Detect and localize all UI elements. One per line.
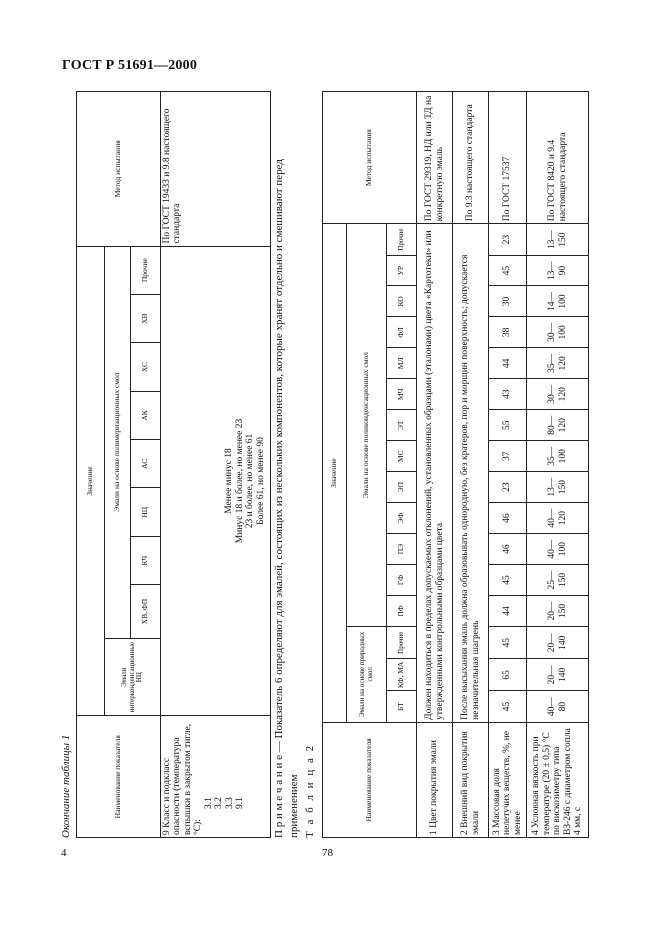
landscape-page	[58, 88, 618, 838]
t2-col-gf: ГФ	[387, 565, 417, 596]
t2-col-ef: ЭФ	[387, 503, 417, 534]
t1-row9-title: 9 Класс и подкласс опасности (температура вспышки в закрытом тигле, °С):	[162, 723, 204, 835]
t2-col-pe: ПЭ	[387, 534, 417, 565]
t2-row3-cell: 37	[489, 441, 527, 472]
t1-row9-sub: 3.3	[224, 797, 235, 809]
t2-row4-cell: 13—90	[527, 255, 589, 286]
table-row	[527, 92, 589, 838]
t1-row9-value: Менее минус 18	[224, 448, 235, 514]
t2-col-polycond-other: Прочие	[387, 224, 417, 256]
table1-continuation: Окончание таблицы 1	[60, 734, 72, 838]
t2-col-name: Наименование показателя	[323, 722, 417, 837]
t1-col-7: Прочие	[131, 246, 161, 294]
t2-col-ur: УР	[387, 255, 417, 286]
table-row	[453, 92, 489, 838]
t1-col-6: ХВ	[131, 294, 161, 342]
table1-note: П р и м е ч а н и е — Показатель 6 определяют для эмалей, состоящих из нескольких компонентов, которые хранят отдельно и смешивают перед применением	[273, 159, 300, 838]
t2-col-kf: КФ, МА	[387, 659, 417, 691]
t2-row3-cell: 44	[489, 595, 527, 626]
t2-col-ko: КО	[387, 286, 417, 317]
t2-col-pf: ПФ	[387, 595, 417, 626]
t1-col-3: АС	[131, 440, 161, 488]
t2-row2-method: По 9.3 настоящего стандарта	[453, 92, 489, 224]
t2-sub-polycond: Эмали на основе поликонденсационных смол	[347, 224, 387, 627]
t2-row3-cell: 46	[489, 503, 527, 534]
table-row	[417, 92, 453, 838]
t2-col-fl: ФЛ	[387, 317, 417, 348]
t1-row9-sub: 3.2	[214, 797, 225, 809]
t1-row9-name	[161, 716, 271, 838]
t2-col-value: Значение	[323, 224, 347, 723]
t2-col-ep: ЭП	[387, 472, 417, 503]
t2-row3-cell: 23	[489, 472, 527, 503]
t2-row4-cell: 40—100	[527, 534, 589, 565]
t1-row9-method: По ГОСТ 19433 и 9.8 настоящего стандарта	[161, 92, 271, 247]
t2-row3-cell: 65	[489, 659, 527, 691]
t2-row3-cell: 23	[489, 224, 527, 256]
t1-row9-sub: 3.1	[203, 797, 214, 809]
t2-row4-cell: 30—120	[527, 379, 589, 410]
page-header: ГОСТ Р 51691—2000	[62, 58, 198, 73]
t2-row3-cell: 43	[489, 379, 527, 410]
t2-row4-method: По ГОСТ 8420 и 9.4 настоящего стандарта	[527, 92, 589, 224]
t2-row2-value: После высыхания эмаль должна образовывать однородную, без кратеров, пор и морщин поверхность; допускается незначительная шагрень	[453, 224, 489, 723]
t1-col-value: Значение	[77, 246, 105, 716]
t2-row4-cell: 13—150	[527, 224, 589, 256]
t1-col-5: ХС	[131, 343, 161, 391]
t2-col-natural-other: Прочие	[387, 626, 417, 659]
t2-row3-method: По ГОСТ 17537	[489, 92, 527, 224]
t1-row9-values	[161, 246, 271, 716]
t2-row4-cell: 40—80	[527, 691, 589, 723]
t1-row9-sublist	[204, 719, 246, 836]
t2-col-ml: МЛ	[387, 348, 417, 379]
t2-row2-name: 2 Внешний вид покрытия эмали	[453, 722, 489, 837]
t2-row4-name: 4 Условная вязкость при температуре (20 ± 0,5) °С по вискозиметру типа ВЗ-246 с диаметром сопла 4 мм, с	[527, 722, 589, 837]
t1-row9-value: Более 61, но менее 90	[255, 437, 266, 525]
t2-row3-cell: 38	[489, 317, 527, 348]
t1-col-4: АК	[131, 391, 161, 439]
t2-row4-cell: 20—140	[527, 626, 589, 659]
page-number-center: 78	[322, 847, 333, 859]
t2-row1-value: Должен находиться в пределах допускаемых отклонений, установленных образцами (эталонами) цвета «Картотеки» или утвержденными контрольными образцами цвета	[417, 224, 453, 723]
t2-row4-cell: 25—150	[527, 565, 589, 596]
table-row	[489, 92, 527, 838]
t2-row1-name: 1 Цвет покрытия эмали	[417, 722, 453, 837]
page-number-left: 4	[61, 847, 67, 859]
t1-row9-sub: 9.1	[235, 797, 246, 809]
t2-col-mch: МЧ	[387, 379, 417, 410]
t2-row3-cell: 45	[489, 565, 527, 596]
table-1	[76, 91, 271, 838]
t1-col-2: НЦ	[131, 488, 161, 536]
t2-row3-cell: 55	[489, 410, 527, 441]
t2-col-bt: БТ	[387, 691, 417, 723]
t2-row3-cell: 45	[489, 255, 527, 286]
t1-sub-polymer: Эмали на основе полимеризационных смол	[105, 246, 131, 638]
t2-row3-cell: 45	[489, 691, 527, 723]
t2-row4-cell: 35—100	[527, 441, 589, 472]
t2-row3-cell: 45	[489, 626, 527, 659]
t2-row4-cell: 80—120	[527, 410, 589, 441]
table-2	[322, 91, 589, 838]
t2-row3-cell: 30	[489, 286, 527, 317]
t2-row4-cell: 35—120	[527, 348, 589, 379]
t2-col-ms: МС	[387, 441, 417, 472]
t2-row3-name: 3 Массовая доля нелетучих веществ, %, не менее	[489, 722, 527, 837]
t2-row4-cell: 13—150	[527, 472, 589, 503]
t2-col-et: ЭТ	[387, 410, 417, 441]
t1-row9-value: Минус 18 и более, но менее 23	[234, 418, 245, 544]
table2-caption: Т а б л и ц а 2	[304, 743, 316, 838]
t1-col-0: ХВ, ФП	[131, 585, 161, 639]
t2-col-method: Метод испытания	[323, 92, 417, 224]
t2-row4-cell: 20—140	[527, 659, 589, 691]
t1-sub-intercond: Эмали интерконденсационные НЦ	[105, 638, 161, 716]
t1-col-method: Метод испытания	[77, 92, 161, 247]
t2-row3-cell: 44	[489, 348, 527, 379]
t2-sub-natural: Эмали на основе природных смол	[347, 626, 387, 722]
t1-row9-value: 23 и более, но менее 61	[245, 433, 256, 529]
t2-row4-cell: 20—150	[527, 595, 589, 626]
t2-row4-cell: 40—120	[527, 503, 589, 534]
t2-row4-cell: 30—100	[527, 317, 589, 348]
t2-row4-cell: 14—100	[527, 286, 589, 317]
t1-col-1: КЧ	[131, 536, 161, 584]
t2-row1-method: По ГОСТ 29319, НД или ТД на конкретную эмаль	[417, 92, 453, 224]
t2-row3-cell: 46	[489, 534, 527, 565]
rotated-content	[58, 88, 618, 838]
t1-col-name: Наименование показателя	[77, 716, 161, 838]
